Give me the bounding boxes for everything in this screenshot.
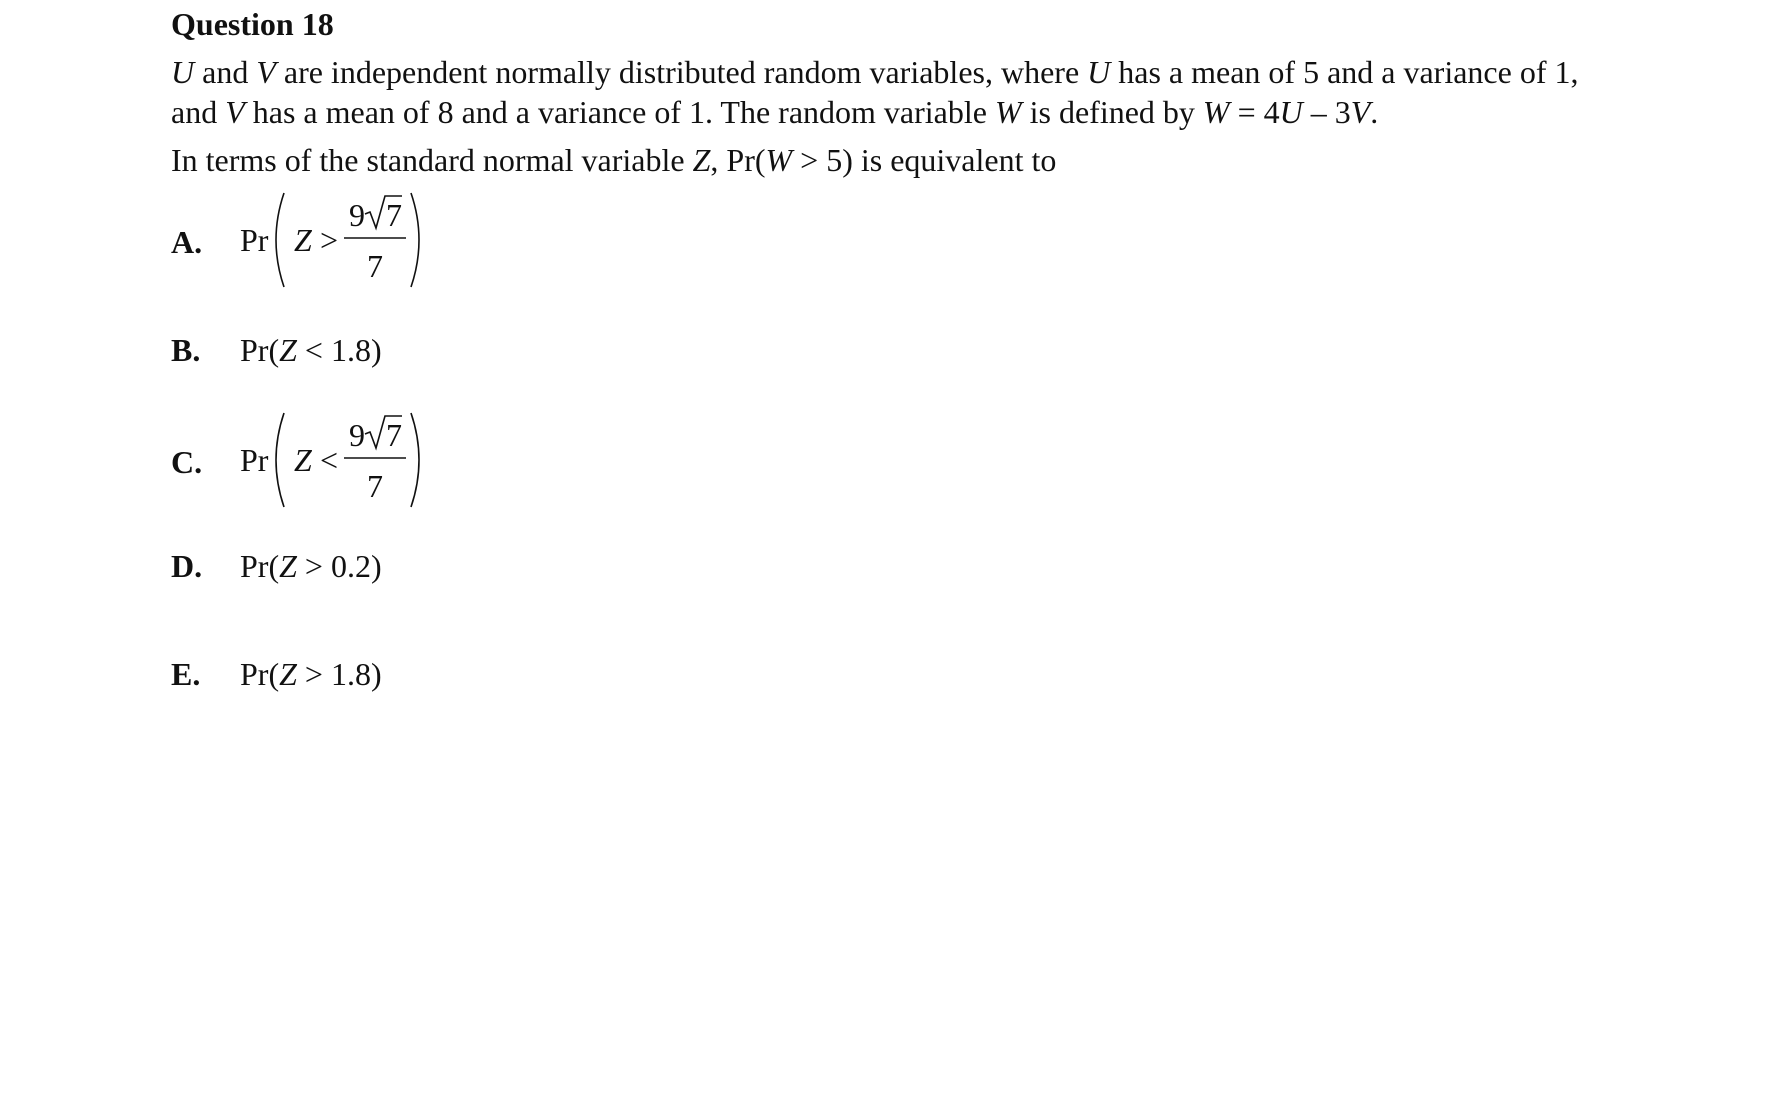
denominator: 7 (367, 468, 383, 504)
option-letter: D. (171, 548, 203, 584)
option-d-expression (240, 546, 382, 586)
text-run: and (194, 54, 257, 90)
math-variable: Z (279, 548, 297, 584)
option-c-expression (240, 410, 600, 510)
text-run: In terms of the standard normal variable (171, 142, 693, 178)
text-run: is defined by (1021, 94, 1203, 130)
math-variable: V (256, 54, 276, 90)
option-b-expression (240, 330, 382, 370)
option-d[interactable] (171, 546, 971, 656)
text-run: < 1.8) (296, 332, 382, 368)
text-run: = 4 (1229, 94, 1280, 130)
text-run: > 5) is equivalent to (792, 142, 1057, 178)
pr-function: Pr (240, 442, 269, 478)
variable-z: Z (294, 222, 312, 258)
math-variable: V (1350, 94, 1371, 130)
text-run: , Pr( (710, 142, 766, 178)
comparison-operator: > (320, 222, 339, 258)
variable-z: Z (294, 442, 312, 478)
pr-function: Pr (240, 222, 269, 258)
left-paren (276, 413, 284, 507)
option-letter: A. (171, 224, 203, 260)
math-variable: W (994, 94, 1022, 130)
math-variable: Z (279, 656, 297, 692)
question-stem (171, 52, 1621, 132)
text-run: are independent normally distributed random variables, where (275, 54, 1088, 90)
radicand: 7 (386, 417, 402, 453)
text-run: has a mean of 5 and a variance of 1, and (171, 54, 1579, 130)
text-run: has a mean of 8 and a variance of 1. The random variable (244, 94, 995, 130)
text-run: . (1370, 94, 1379, 130)
option-letter: E. (171, 656, 201, 692)
math-variable: U (1087, 54, 1111, 90)
option-e[interactable] (171, 654, 971, 764)
numerator-coefficient: 9 (349, 197, 365, 233)
text-run: Pr( (240, 548, 280, 584)
math-variable: Z (279, 332, 297, 368)
radicand: 7 (386, 197, 402, 233)
math-variable: U (1279, 94, 1303, 130)
left-paren (276, 193, 284, 287)
option-c[interactable] (171, 410, 971, 520)
option-letter: C. (171, 444, 203, 480)
right-paren (411, 413, 419, 507)
text-run: Pr( (240, 332, 280, 368)
text-run: > 1.8) (296, 656, 382, 692)
math-variable: Z (692, 142, 711, 178)
denominator: 7 (367, 248, 383, 284)
text-run: Pr( (240, 656, 280, 692)
numerator-coefficient: 9 (349, 417, 365, 453)
question-prompt (171, 140, 1621, 180)
right-paren (411, 193, 419, 287)
option-e-expression (240, 654, 382, 694)
math-variable: W (765, 142, 793, 178)
math-variable: U (171, 54, 195, 90)
math-variable: W (1202, 94, 1230, 130)
text-run: > 0.2) (296, 548, 382, 584)
math-variable: V (225, 94, 245, 130)
option-a[interactable] (171, 190, 971, 300)
option-a-expression (240, 190, 600, 290)
text-run: – 3 (1302, 94, 1351, 130)
question-title: Question 18 (171, 6, 334, 42)
comparison-operator: < (320, 442, 339, 478)
option-letter: B. (171, 332, 201, 368)
